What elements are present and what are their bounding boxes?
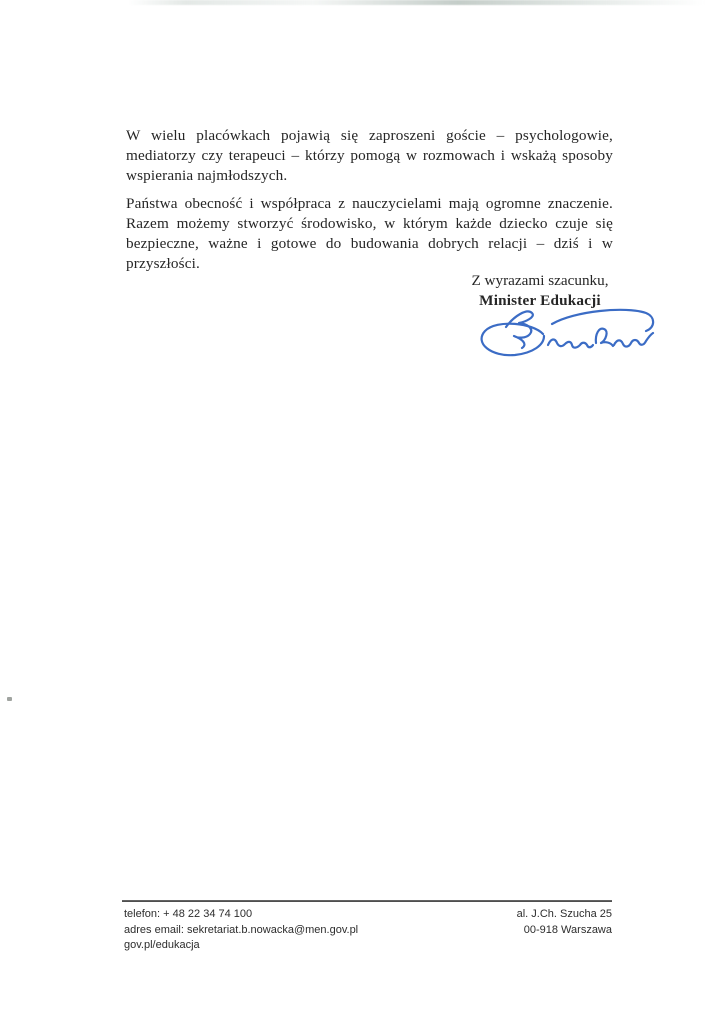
- footer-phone: telefon: + 48 22 34 74 100: [124, 908, 253, 920]
- letter-paragraph: Państwa obecność i współpraca z nauczycielami mają ogromne znaczenie. Razem możemy stworzyć środowisko, w którym każde dziecko czuje się bezpieczne, ważne i gotowe do budowania dobrych relacji – dziś i w przyszłości.: [126, 195, 613, 272]
- footer-address-city: 00-918 Warszawa: [523, 923, 612, 936]
- signature-stroke: [506, 311, 533, 348]
- letter-body: [126, 126, 613, 282]
- signatory-title: Minister Edukacji: [479, 291, 601, 309]
- footer-address-block: [517, 907, 612, 938]
- signature-stroke: [614, 333, 653, 347]
- closing-salutation: Z wyrazami szacunku,: [471, 272, 609, 289]
- signature-stroke: [596, 329, 613, 346]
- scan-artifact-dot: [7, 697, 12, 701]
- footer-contact-block: [124, 907, 358, 954]
- footer-email: adres email: sekretariat.b.nowacka@men.gov.pl: [124, 923, 359, 936]
- footer-website: gov.pl/edukacja: [124, 939, 200, 951]
- footer-divider: [122, 900, 612, 902]
- letter-paragraph: W wielu placówkach pojawią się zaproszeni goście – psychologowie, mediatorzy czy terapeuci – którzy pomogą w rozmowach i wskażą sposoby wspierania najmłodszych.: [126, 127, 613, 184]
- signature-stroke: [482, 324, 544, 356]
- footer-address-street: al. J.Ch. Szucha 25: [516, 908, 612, 920]
- scan-artifact-top-edge: [128, 0, 706, 5]
- signature-stroke: [548, 339, 593, 347]
- handwritten-signature-icon: [470, 303, 665, 363]
